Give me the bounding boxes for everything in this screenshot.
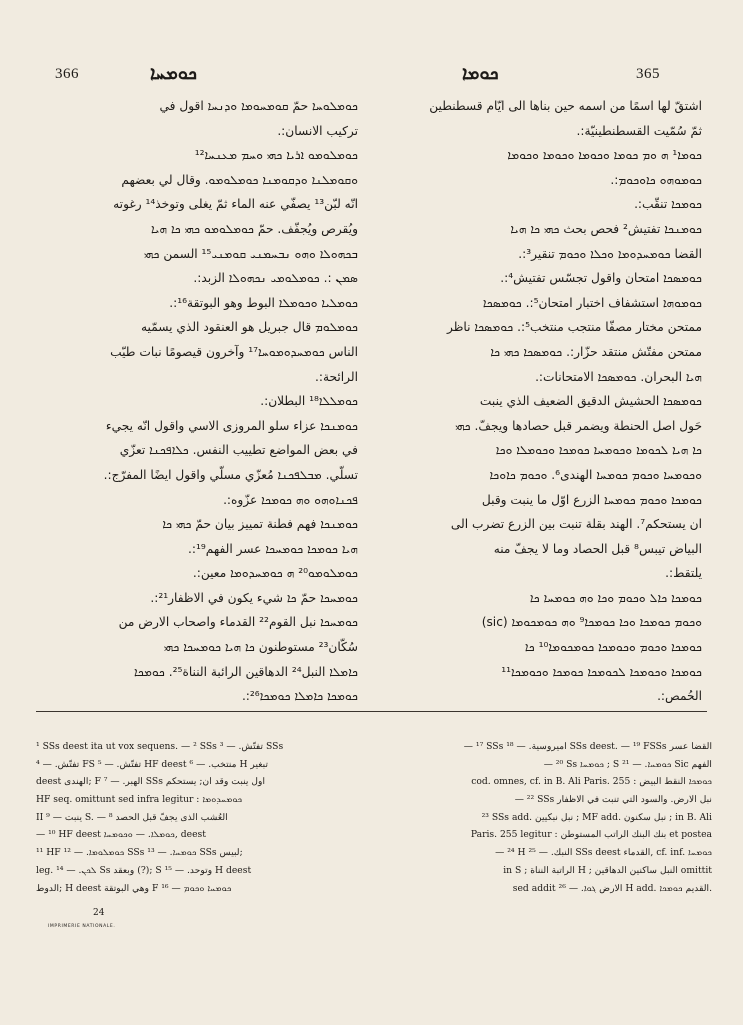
right-footnotes bbox=[376, 738, 712, 897]
left-running-title: ܟܘܡܚܐ bbox=[150, 63, 197, 84]
text-line: ܟܘܡܠܝܐ ܘܟܘܡܠܐ البوط وهو البوتقة¹⁶:. bbox=[169, 295, 358, 310]
text-line: سُكّان²³ مستوطنون ܟܐ ܗܝܐ ܟܘܡܚܟܐ ܟܗܝ bbox=[163, 640, 358, 655]
text-line: الرائحة:. bbox=[315, 369, 358, 384]
text-line: ܦܟܢܐܘܗܘ ܘܗ ܟܘܡܟܐ عزّوه:. bbox=[223, 492, 358, 507]
printer-imprint: IMPRIMERIE NATIONALE. bbox=[48, 924, 116, 929]
text-line: ثمّ سُمّيت القسطنطينيّة:. bbox=[576, 123, 702, 138]
text-line: ܟܘܡܠܘܚܐ حمّ ܩܘܡܚܘܡܐ ܘܕܢܚܐ اقول في bbox=[159, 99, 358, 113]
text-line: ܟܐ ܗܝܐ ܠܟܘܡܐ ܘܟܘܡܚܐ ܟܘܡܟܐ ܘܟܘܡܠܐ ܘܟܐ bbox=[495, 443, 702, 458]
text-line: اشتقّ لها اسمًا من اسمه حين بناها الى ايّام قسطنطين bbox=[429, 99, 702, 113]
text-line: ܟܘܡܠܘܡ قال جبريل هو العنقود الذي يسمّيه bbox=[141, 320, 358, 335]
footnote-line: leg. ܠܟܢ. — ¹⁴ Ss وبعقد (?); S وتوحد. — ¹⁵ H deest bbox=[36, 864, 252, 876]
text-line: انّه لبّن¹³ يصفّي عنه الماء ثمّ يغلى وتوخذ¹⁴ رغوته bbox=[113, 197, 358, 212]
text-line: ܟܘܡܘܗܐ استشفاف اختبار امتحان⁵:. ܟܘܡܣܟܐ bbox=[482, 295, 702, 310]
text-line: ܟܘܡܟܐ ܘܟܘܡ ܟܘܡܚܐ الزرع اوّل ما ينبت وقبل bbox=[481, 492, 702, 507]
text-line: ممتحن مختار مصفّا منتجب منتخب⁵:. ܟܘܡܣܟܐ ناظر bbox=[446, 320, 702, 335]
text-line: ܟܘܡܟܐ تنقّب:. bbox=[634, 197, 702, 212]
right-running-title: ܟܘܡܐ bbox=[462, 63, 499, 84]
text-line: ܗܝܐ ܟܘܡܟܐ ܟܘܡܚܟܐ عسر الفهم¹⁹:. bbox=[187, 541, 358, 556]
text-line: ܟܘܡܠܠܐ¹⁸ البطلان:. bbox=[260, 394, 358, 409]
text-line: ܟܘܡܘܗܘ ܟܐܘܟܘܡ:. bbox=[610, 172, 702, 187]
text-line: ܘܩܘܡܠܢܐ ܘܕܩܘܡܢܐ ܟܘܡܠܘܡܘ. وقال لي بعضهم bbox=[121, 172, 358, 187]
text-line: ܟܘܡܣܟܐ الحشيش الدقيق الضعيف الذي ينبت bbox=[479, 394, 702, 409]
footnote-line: — ¹⁰ HF deest ܟܘܡܠܐ. — ܘܟܘܡܚܐ, deest bbox=[36, 829, 206, 841]
text-line: ممتحن مفتّش منتقد حزّار:. ܟܘܡܣܟܐ ܟܗܝ ܟܐ bbox=[490, 344, 702, 359]
text-line: تسلّي. ܡܒܠܦܟܢܐ مُعزّي مسلّي واقول ايضًا المفرّج:. bbox=[103, 467, 358, 482]
footnote-line: deest الهندى; F الهبر. — ⁷ SSs اول ينبت وقد ان; يستحكم bbox=[36, 776, 266, 788]
right-text-column bbox=[380, 94, 702, 709]
text-line: ܘܟܘܡܚܐ ܘܟܘܡ ܟܘܡܚܐ الهندى⁶. ܘܟܘܡ ܟܐܘܟܐ bbox=[489, 467, 702, 482]
footnote-line: — ²² SSs نبل الارض. والسود التي تنبت في الاظفار bbox=[514, 794, 712, 806]
text-line: ܟܘܡܢܟܐ تفتيش² فحص بحث ܟܗܝ ܟܐ ܗܝܐ bbox=[510, 221, 702, 236]
text-line: في بعض المواضع تطييب النفس. ܟܠܐܦܟܢܐ تعزّي bbox=[119, 443, 358, 458]
footnote-line: — ¹⁷ SSs اميروسية. — ¹⁸ SSs deest. — ¹⁹ FSSs القضا عسر bbox=[463, 741, 712, 752]
footnote-line: sed addit الارض ܓܘܐ. — ²⁶ H add. القديم ܟܘܡܟܐ. bbox=[512, 882, 712, 894]
text-line: ܟܘܡܟܐ ܟܐܡܠܐ ܟܘܡܟܐ²⁶:. bbox=[241, 689, 358, 704]
text-line: ܟܘܡܣܟܐ امتحان واقول تجسّس تفتيش⁴:. bbox=[500, 271, 702, 286]
footnote-line: ¹ SSs deest ita ut vox sequens. — ² SSs تفتّش. — ³ SSs bbox=[36, 741, 284, 752]
text-line: ܟܘܡܢܟܐ عزاء سلو المروزى الاسي واقول انّه يجيء bbox=[105, 418, 358, 433]
text-line: ܟܐܡܠܐ النبل²⁴ الدهاقين الرائبة النناة²⁵. ܟܘܡܟܐ bbox=[134, 664, 358, 679]
text-line: الناس ܟܘܡܚܕܘܡܘܚܐ¹⁷ وآخرون قيصومًا نبات طيّب bbox=[110, 344, 358, 359]
text-line: ܟܘܡܠܘܡܘ ܐܪܝܐ ܟܗܝ ܘܚܡ ܡܥܢܚܐ¹² bbox=[194, 148, 358, 163]
text-line: ܟܘܡܚܟܐ نبل القوم²² القدماء واصحاب الارض من bbox=[118, 615, 358, 630]
footnote-line: الدوط; H deest وهي البوتقة F ¹⁶ — ܟܘܡܚܐ ܘܟܘܡ bbox=[36, 882, 232, 894]
text-line: ويُقرص ويُجفّف. حمّ ܟܘܡܠܘܡܘ ܟܗܝ ܟܐ ܗܝܐ bbox=[150, 221, 358, 236]
text-line: ܘܟܘܡ ܟܘܡܟܐ ܘܟܐ ܟܘܡܟܐ⁹ ܘܗ ܟܘܡܟܘܡܐ (sic) bbox=[481, 615, 702, 630]
text-line: حَول اصل الحنطة ويضمر قبل حصادها ويجفّ. ܟܗܝ bbox=[455, 418, 702, 433]
text-line: ܒܟܗܘܠܐ ܘܗܘ ܢܒܚܡܢܝ ܩܘܡܢܝ¹⁵ السمن ܟܗܝ bbox=[144, 246, 358, 261]
footnote-divider bbox=[36, 711, 707, 712]
text-line: يلتقط:. bbox=[665, 566, 702, 581]
left-text-column bbox=[36, 94, 358, 709]
footnote-line: Paris. 255 legitur : بنك البنك الراتب المستوطن et postea bbox=[470, 829, 712, 841]
footnote-line: ²³ SSs add. نبل نبكيين ; MF add. نبل سكنون ; in B. Ali bbox=[481, 811, 712, 823]
footnote-line: cod. omnes, cf. in B. Ali Paris. 255 : ܟܘܡܟܐ النقط البيض bbox=[471, 776, 712, 788]
footnote-line: — ²⁰ Ss ܟܘܡܚܐ ; S ܟܘܡܚܐ. — ²¹ Sic الفهم bbox=[543, 758, 712, 770]
right-page-number: 365 bbox=[636, 66, 660, 82]
footnote-line: in S ; الراتبة النناة H ; النبل ساكنين الدهاقين omittit bbox=[503, 864, 712, 876]
left-page-number: 366 bbox=[55, 66, 79, 82]
text-line: ܗܝܐ البحران. ܟܘܡܣܟܐ الامتحانات:. bbox=[535, 369, 702, 384]
footnote-line: ¹¹ HF ܟܘܡܠܘܡܐ. — ¹² SSs ܟܘܡܚܐ. — ¹³ SSs لبيس; bbox=[36, 847, 243, 859]
footnote-line: HF seq. omittunt sed infra legitur : ܟܘܡܚܕܘܡܐ bbox=[36, 794, 243, 806]
text-line: ܟܘܡܟܐ ܟܐܠ ܘܟܘܡ ܘܟܐ ܘܗ ܟܘܡܚܐ ܟܐ bbox=[529, 590, 702, 605]
text-line: ܟܘܡܟܐ ܘܟܘܡܟܐ ܠܟܘܡܟܐ ܟܘܡܟܐ ܘܟܘܡܟܐ¹¹ bbox=[501, 664, 702, 679]
text-line: ܟܘܡܐ¹ ܗ ܘܡ ܟܘܡܐ ܘܟܘܡܐ ܘܟܘܡܐ ܘܟܘܡܐ bbox=[507, 148, 702, 163]
text-line: الحُمص:. bbox=[657, 689, 702, 704]
signature-mark: 24 bbox=[93, 908, 105, 918]
text-line: ܟܘܡܢܟܐ فهم فطنة تمييز بيان حمّ ܟܗܝ ܟܐ bbox=[162, 517, 358, 532]
footnote-line: تفتّش. — ⁴ FS تفتّش. — ⁵ HF deest منتخب. — ⁶ H تبغير bbox=[36, 758, 269, 770]
text-line: ܟܘܡܚܟܐ حمّ ܟܐ شيء يكون في الاظفار²¹:. bbox=[150, 590, 358, 605]
text-line: ܣܡܢ :. ܟܘܡܠܘܡܝ ܢܟܗܘܠܐ الزبد:. bbox=[193, 271, 358, 286]
text-line: ܟܘܡܠܘܡܘ²⁰ ܗ ܟܘܡܚܕܘܡܐ معين:. bbox=[192, 566, 358, 581]
footnote-line: — ²⁴ H النبك. — ²⁵ SSs deest القدماء, cf. inf. ܟܘܡܚܐ bbox=[495, 847, 712, 859]
text-line: البياض تيبس⁸ قبل الحصاد وما لا يجفّ منه bbox=[493, 541, 702, 556]
left-footnotes bbox=[36, 738, 372, 897]
text-line: تركيب الانسان:. bbox=[277, 123, 358, 138]
footnote-line: II ⁹ — ينبت S. — ⁸ العُشب الذى يجفّ قبل الحصد bbox=[36, 811, 228, 823]
text-line: ان يستحكم⁷. الهند بقلة تنبت بين الزرع تضرب الى bbox=[450, 517, 702, 532]
text-line: القضا ܟܘܡܚܕܘܡܐ ܘܟܠܐ ܘܟܘܡ تنقير³:. bbox=[518, 246, 702, 261]
text-line: ܟܘܡܟܐ ܘܟܘܡ ܘܟܘܡܟܐ ܟܘܡܟܘܡܐ¹⁰ ܟܐ bbox=[524, 640, 702, 655]
